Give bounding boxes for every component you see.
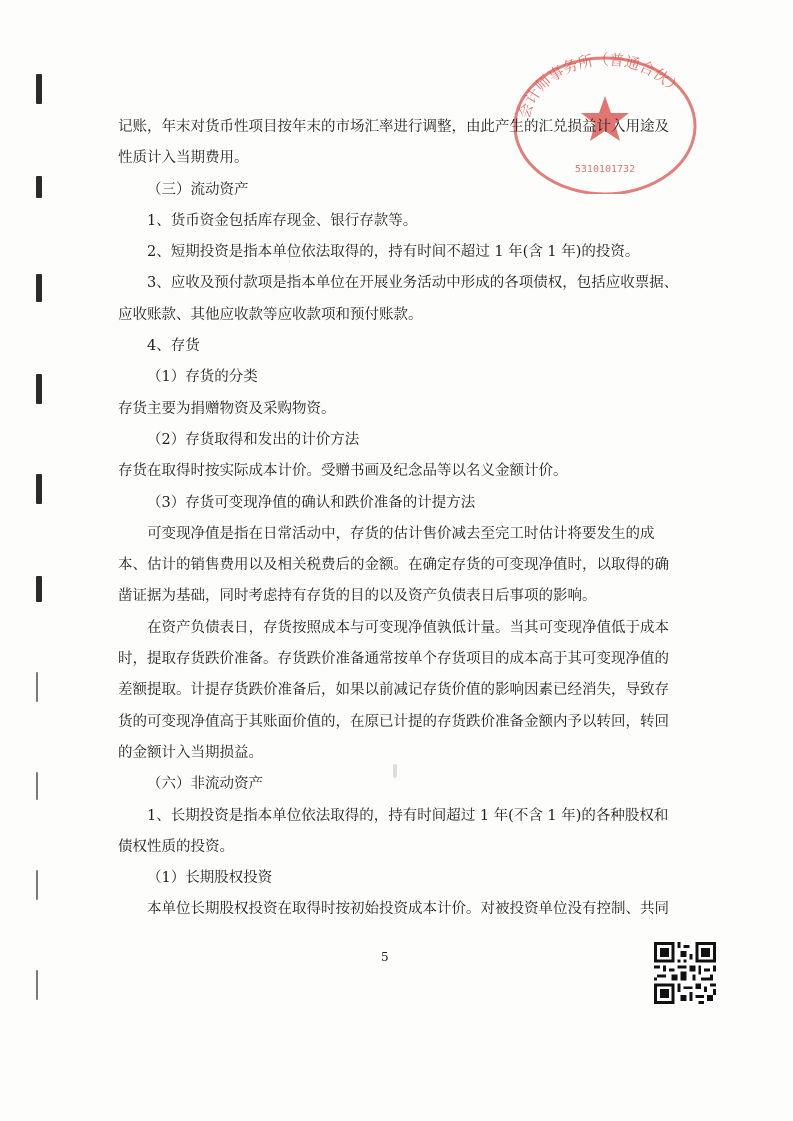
text-line: 在资产负债表日，存货按照成本与可变现净值孰低计量。当其可变现净值低于成本: [147, 619, 669, 636]
binding-mark: [36, 576, 42, 602]
text-line: 本、估计的销售费用以及相关税费后的金额。在确定存货的可变现净值时，以取得的确: [118, 557, 669, 574]
text-line: 凿证据为基础，同时考虑持有存货的目的以及资产负债表日后事项的影响。: [118, 588, 597, 605]
section-heading: （三）流动资产: [147, 181, 249, 198]
binding-mark: [36, 772, 38, 800]
text-line: 1、货币资金包括库存现金、银行存款等。: [147, 212, 418, 229]
qr-code-icon: [654, 942, 716, 1004]
subsection-heading: （1）长期股权投资: [147, 870, 273, 887]
page-number: 5: [381, 950, 389, 964]
subsection-heading: 4、存货: [147, 338, 200, 355]
text-line: 3、应收及预付款项是指本单位在开展业务活动中形成的各项债权，包括应收票据、: [147, 275, 679, 292]
binding-mark: [36, 870, 38, 900]
text-line: 2、短期投资是指本单位依法取得的，持有时间不超过 1 年(含 1 年)的投资。: [147, 244, 640, 261]
text-line: 时，提取存货跌价准备。存货跌价准备通常按单个存货项目的成本高于其可变现净值的: [118, 651, 669, 668]
scan-smudge: [393, 764, 397, 778]
text-line: 可变现净值是指在日常活动中，存货的估计售价减去至完工时估计将要发生的成: [147, 525, 655, 542]
text-line: 应收账款、其他应收款等应收款项和预付账款。: [118, 306, 423, 323]
text-line: 记账，年末对货币性项目按年末的市场汇率进行调整，由此产生的汇兑损益计入用途及: [118, 119, 669, 135]
subsection-heading: （2）存货取得和发出的计价方法: [147, 431, 360, 448]
text-line: 本单位长期股权投资在取得时按初始投资成本计价。对被投资单位没有控制、共同: [147, 901, 669, 918]
binding-mark: [36, 176, 42, 198]
subsection-heading: （3）存货可变现净值的确认和跌价准备的计提方法: [147, 494, 476, 511]
text-line: 存货在取得时按实际成本计价。受赠书画及纪念品等以名义金额计价。: [118, 463, 568, 480]
svg-text:会计师事务所（普通合伙）: 会计师事务所（普通合伙）: [515, 50, 686, 121]
text-line: 存货主要为捐赠物资及采购物资。: [118, 400, 336, 417]
text-line: 性质计入当期费用。: [118, 150, 249, 167]
text-line: 差额提取。计提存货跌价准备后，如果以前减记存货价值的影响因素已经消失，导致存: [118, 682, 669, 699]
binding-mark: [36, 374, 42, 404]
binding-mark: [36, 274, 42, 302]
binding-mark: [36, 672, 38, 702]
text-line: 货的可变现净值高于其账面价值的，在原已计提的存货跌价准备金额内予以转回，转回: [118, 713, 669, 730]
text-line: 债权性质的投资。: [118, 838, 234, 855]
body-text: [118, 112, 679, 926]
text-line: 1、长期投资是指本单位依法取得的，持有时间超过 1 年(不含 1 年)的各种股权和: [147, 807, 669, 824]
binding-mark: [36, 474, 42, 504]
subsection-heading: （1）存货的分类: [147, 369, 258, 386]
text-line: 的金额计入当期损益。: [118, 744, 263, 761]
binding-mark: [36, 74, 42, 104]
binding-mark: [36, 970, 38, 1000]
section-heading: （六）非流动资产: [147, 776, 263, 793]
svg-text:5310101732: 5310101732: [574, 164, 636, 175]
